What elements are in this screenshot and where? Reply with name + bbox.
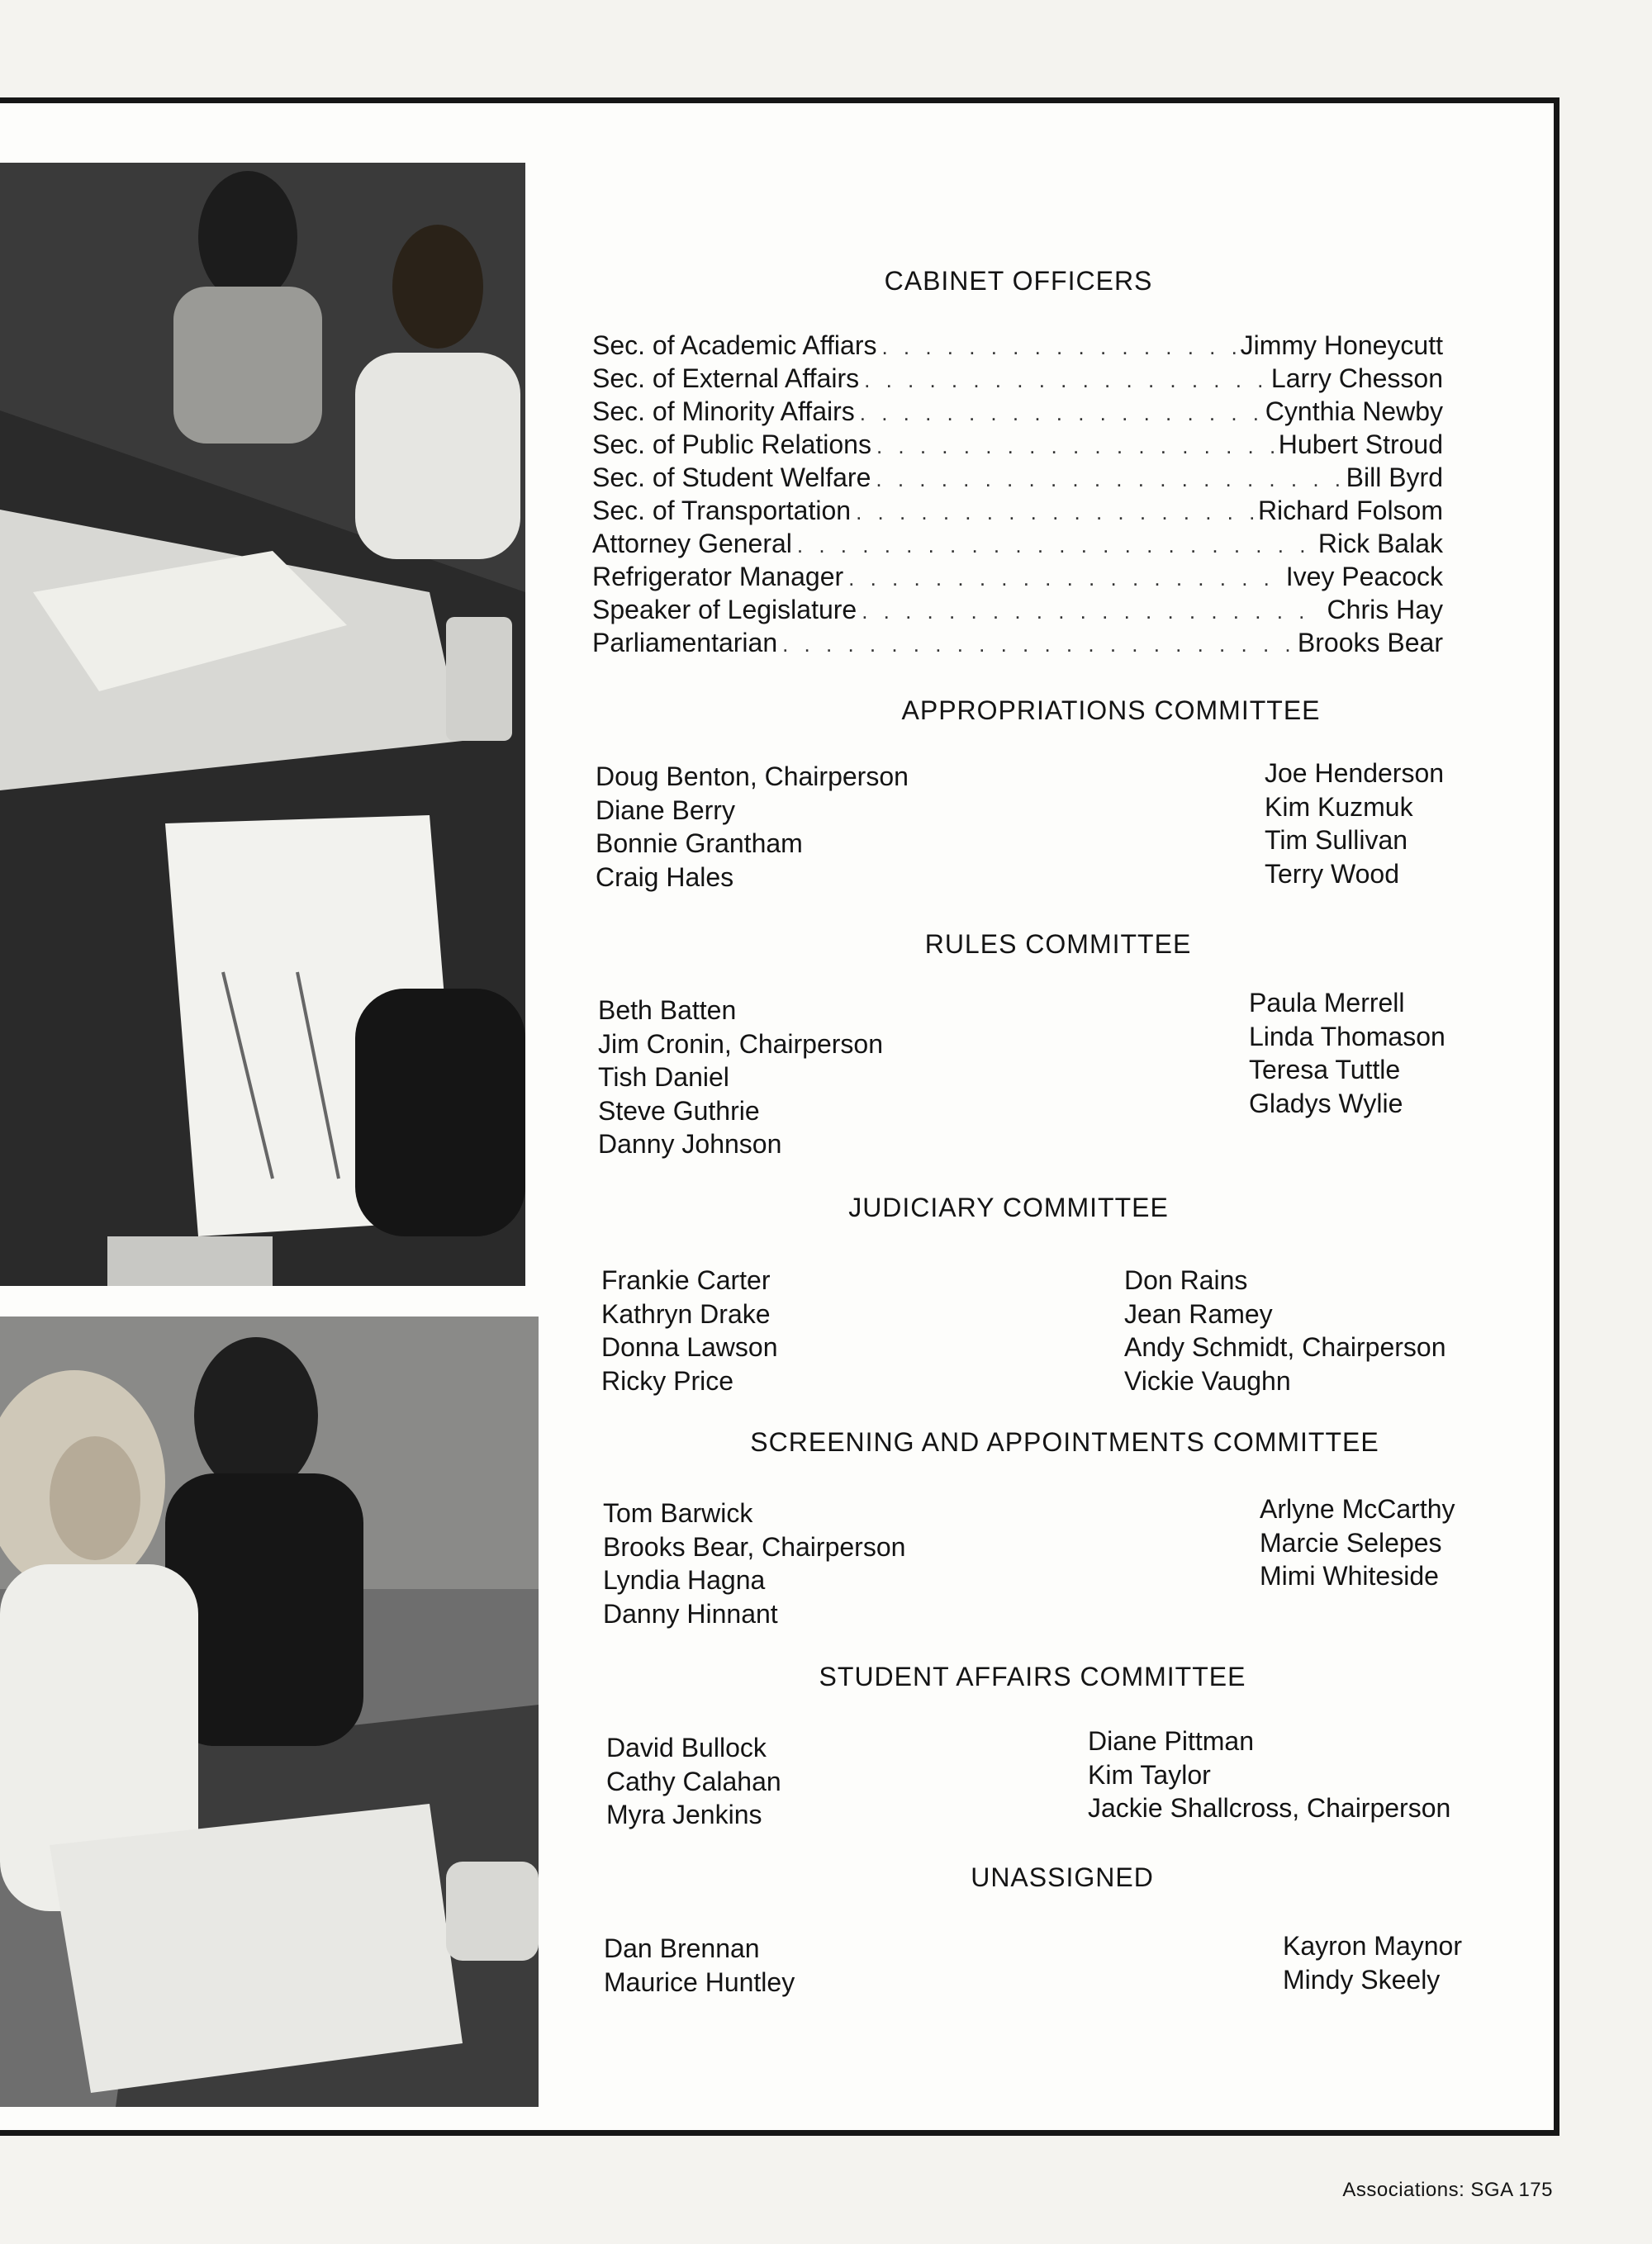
student-affairs-right-column: [1088, 1725, 1450, 1825]
judiciary-right-column: [1124, 1264, 1446, 1397]
member-name: Linda Thomason: [1249, 1021, 1446, 1051]
officer-position: Sec. of Public Relations: [592, 429, 871, 459]
officer-name: Brooks Bear: [1297, 628, 1443, 657]
officer-row: [592, 429, 1443, 463]
page-footer-label: Associations: SGA 175: [1342, 2179, 1553, 2201]
member-name: Myra Jenkins: [606, 1800, 762, 1829]
dot-leader: [864, 368, 1266, 393]
dot-leader: [876, 434, 1274, 459]
officer-name: Hubert Stroud: [1278, 429, 1443, 459]
meeting-photo-bottom-illustration: [0, 1317, 539, 2107]
member-name: Tim Sullivan: [1265, 825, 1408, 855]
officer-row: [592, 463, 1443, 496]
officer-name: Jimmy Honeycutt: [1240, 330, 1443, 360]
officer-row: [592, 529, 1443, 562]
member-name: Maurice Huntley: [604, 1966, 795, 1997]
officer-position: Sec. of Student Welfare: [592, 463, 871, 492]
member-name: Joe Henderson: [1265, 758, 1445, 788]
member-name: Beth Batten: [598, 995, 737, 1025]
member-name: Arlyne McCarthy: [1260, 1494, 1455, 1524]
screening-left-column: [603, 1497, 905, 1630]
member-name: Jackie Shallcross, Chairperson: [1088, 1793, 1451, 1823]
dot-leader: [856, 500, 1253, 525]
dot-leader: [881, 334, 1235, 360]
unassigned-left-column: [604, 1932, 795, 1999]
judiciary-committee-heading: JUDICIARY COMMITTEE: [848, 1193, 1169, 1222]
member-name: Ricky Price: [601, 1365, 734, 1396]
officer-name: Bill Byrd: [1346, 463, 1443, 492]
officer-row: [592, 330, 1443, 363]
dot-leader: [848, 566, 1281, 591]
officer-position: Parliamentarian: [592, 628, 778, 657]
officer-name: Ivey Peacock: [1285, 562, 1443, 591]
officer-position: Speaker of Legislature: [592, 595, 857, 624]
officer-name: Cynthia Newby: [1265, 396, 1443, 426]
rules-left-column: [598, 994, 883, 1161]
appropriations-committee-heading: APPROPRIATIONS COMMITTEE: [901, 695, 1321, 725]
member-name: Cathy Calahan: [606, 1766, 781, 1796]
officer-position: Sec. of Transportation: [592, 496, 852, 525]
member-name: Vickie Vaughn: [1124, 1365, 1291, 1396]
officer-name: Rick Balak: [1317, 529, 1443, 558]
member-name: Dan Brennan: [604, 1933, 760, 1963]
officer-row: [592, 363, 1443, 396]
member-name: Lyndia Hagna: [603, 1565, 766, 1595]
cabinet-officers-heading: CABINET OFFICERS: [884, 266, 1153, 296]
dot-leader: [782, 632, 1293, 657]
appropriations-right-column: [1265, 757, 1444, 890]
meeting-photo-bottom: [0, 1317, 539, 2107]
cabinet-officers-list: [592, 330, 1443, 661]
dot-leader: [862, 599, 1322, 624]
judiciary-left-column: [601, 1264, 777, 1397]
member-name: Steve Guthrie: [598, 1095, 760, 1126]
officer-name: Chris Hay: [1327, 595, 1443, 624]
meeting-photo-top: [0, 163, 525, 1286]
appropriations-left-column: [596, 760, 909, 894]
member-name: Kim Taylor: [1088, 1759, 1211, 1790]
rules-committee-heading: RULES COMMITTEE: [924, 929, 1192, 959]
member-name: Danny Johnson: [598, 1129, 782, 1159]
member-name: Marcie Selepes: [1260, 1527, 1442, 1558]
member-name: Danny Hinnant: [603, 1598, 778, 1629]
officer-position: Sec. of Minority Affairs: [592, 396, 855, 426]
member-name: Brooks Bear, Chairperson: [603, 1531, 906, 1562]
member-name: Bonnie Grantham: [596, 828, 803, 858]
member-name: Tom Barwick: [603, 1498, 753, 1528]
dot-leader: [797, 533, 1313, 558]
dot-leader: [876, 467, 1341, 492]
member-name: Kayron Maynor: [1283, 1931, 1462, 1961]
screening-committee-heading: SCREENING AND APPOINTMENTS COMMITTEE: [750, 1427, 1379, 1457]
officer-position: Sec. of External Affairs: [592, 363, 860, 393]
member-name: Andy Schmidt, Chairperson: [1124, 1332, 1446, 1362]
officer-row: [592, 562, 1443, 595]
member-name: Don Rains: [1124, 1265, 1248, 1295]
officer-position: Attorney General: [592, 529, 792, 558]
officer-name: Larry Chesson: [1270, 363, 1443, 393]
officer-row: [592, 396, 1443, 429]
officer-position: Sec. of Academic Affiars: [592, 330, 877, 360]
unassigned-heading: UNASSIGNED: [971, 1862, 1154, 1892]
rules-right-column: [1249, 986, 1446, 1120]
member-name: Jean Ramey: [1124, 1298, 1273, 1329]
officer-name: Richard Folsom: [1257, 496, 1443, 525]
unassigned-right-column: [1283, 1929, 1462, 1996]
meeting-photo-top-illustration: [0, 163, 525, 1286]
member-name: Diane Berry: [596, 795, 735, 825]
member-name: Terry Wood: [1265, 858, 1400, 889]
member-name: Craig Hales: [596, 861, 734, 892]
member-name: Mimi Whiteside: [1260, 1561, 1439, 1591]
member-name: Frankie Carter: [601, 1265, 771, 1295]
officer-row: [592, 595, 1443, 628]
member-name: Mindy Skeely: [1283, 1964, 1441, 1995]
member-name: Paula Merrell: [1249, 988, 1405, 1018]
member-name: Doug Benton, Chairperson: [596, 761, 909, 791]
screening-right-column: [1260, 1492, 1455, 1593]
member-name: Tish Daniel: [598, 1062, 729, 1092]
member-name: Teresa Tuttle: [1249, 1055, 1401, 1084]
student-affairs-committee-heading: STUDENT AFFAIRS COMMITTEE: [819, 1662, 1246, 1691]
member-name: Jim Cronin, Chairperson: [598, 1028, 884, 1059]
officer-row: [592, 628, 1443, 661]
member-name: Kim Kuzmuk: [1265, 791, 1413, 822]
member-name: Gladys Wylie: [1249, 1088, 1403, 1118]
member-name: Donna Lawson: [601, 1332, 778, 1362]
student-affairs-left-column: [606, 1731, 781, 1832]
member-name: Diane Pittman: [1088, 1726, 1254, 1756]
officer-row: [592, 496, 1443, 529]
member-name: Kathryn Drake: [601, 1298, 771, 1329]
dot-leader: [860, 401, 1260, 426]
officer-position: Refrigerator Manager: [592, 562, 844, 591]
member-name: David Bullock: [606, 1733, 767, 1762]
